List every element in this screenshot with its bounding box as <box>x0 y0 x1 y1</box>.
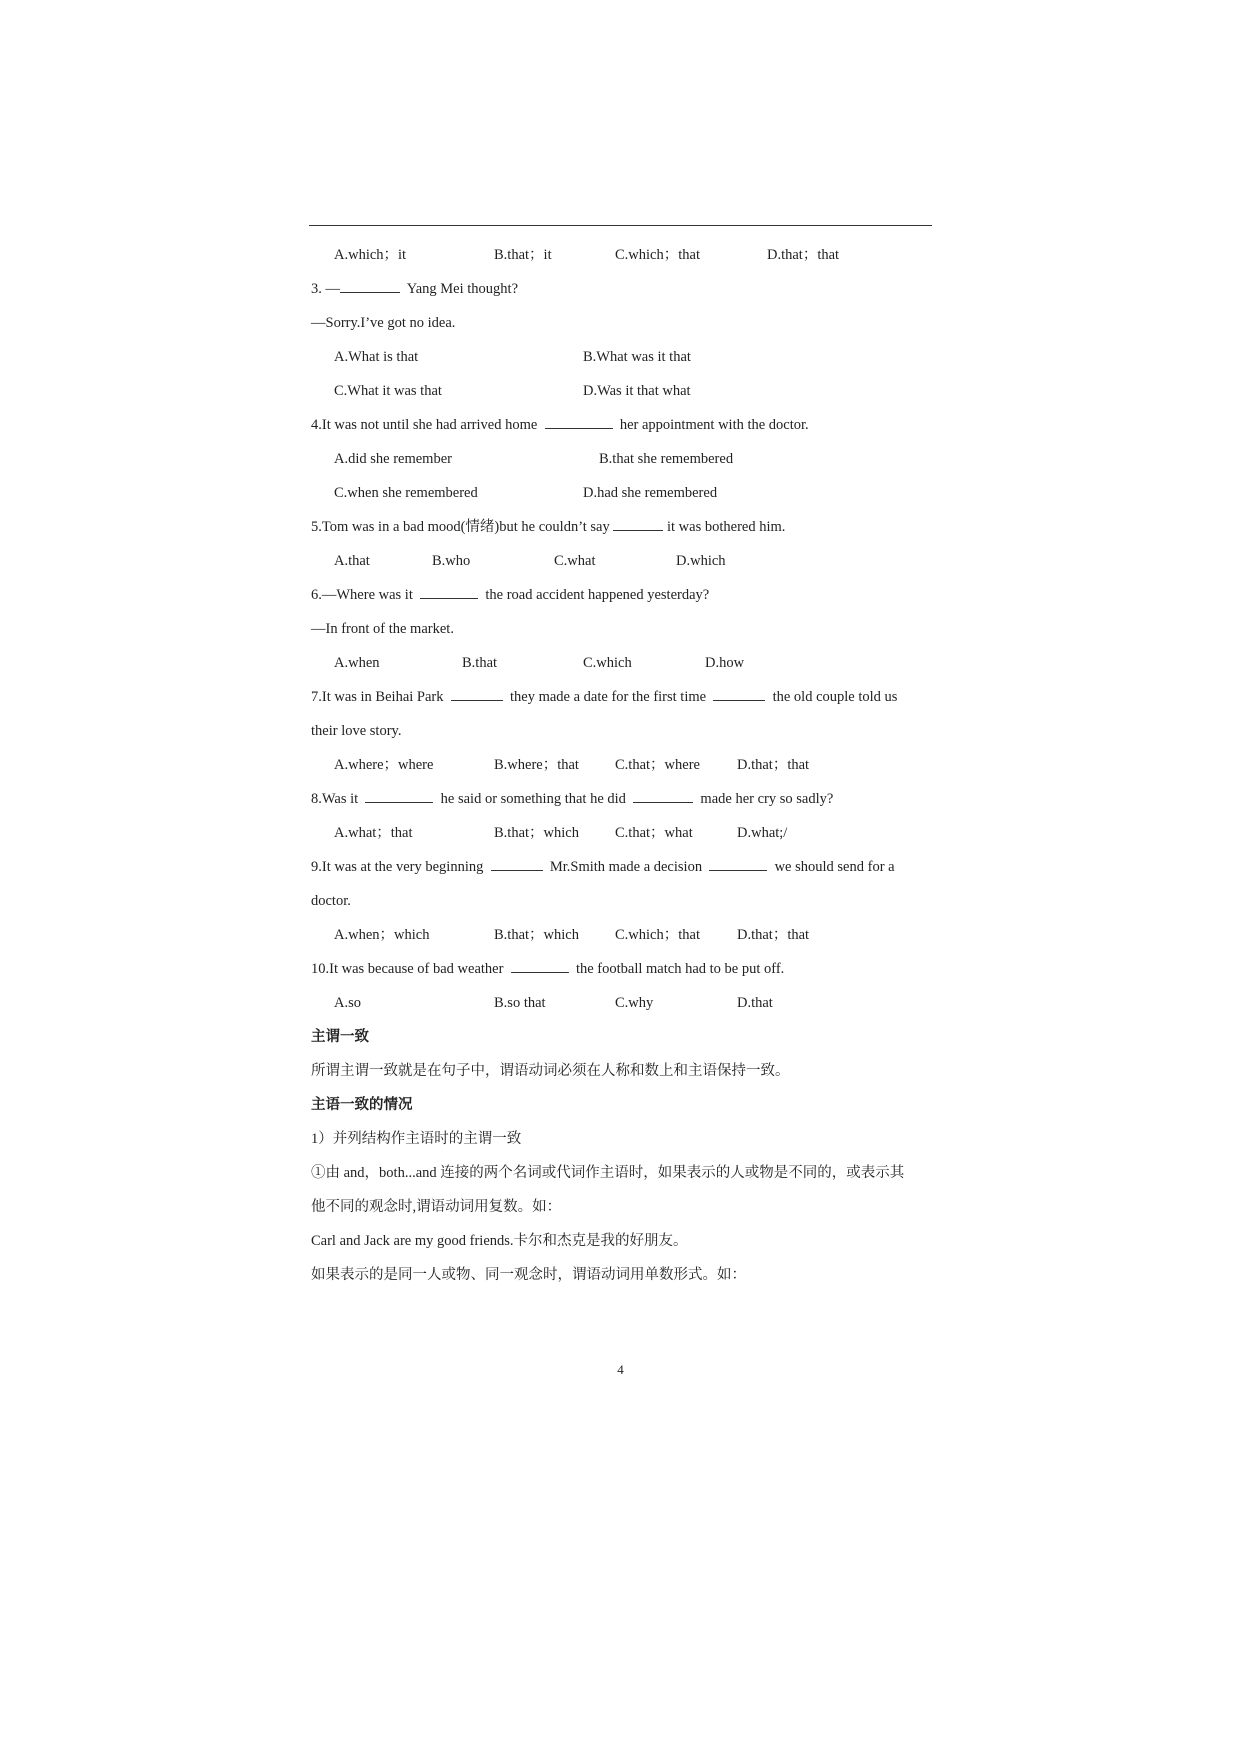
text-segment: their love story. <box>311 723 402 739</box>
answer-option: B.that；it <box>494 247 552 263</box>
answer-option: D.that；that <box>767 247 840 263</box>
answer-option: C.which；that <box>615 247 700 263</box>
text-segment: 7.It was in Beihai Park <box>311 689 451 705</box>
text-segment: 4.It was not until she had arrived home <box>311 417 545 433</box>
answer-options <box>334 347 934 367</box>
answer-option: C.which；that <box>615 927 700 943</box>
answer-option: C.which <box>583 655 632 671</box>
answer-blank <box>709 857 767 871</box>
answer-blank <box>365 789 433 803</box>
text-segment: 6.—Where was it <box>311 587 421 603</box>
text-line <box>311 891 351 911</box>
text-line <box>311 1129 521 1149</box>
answer-options <box>334 925 934 945</box>
text-segment: 如果表示的是同一人或物、同一观念时，谓语动词用单数形式。如： <box>311 1267 746 1283</box>
text-line <box>311 1061 790 1081</box>
text-line <box>311 1231 688 1251</box>
answer-blank <box>491 857 543 871</box>
text-segment: 8.Was it <box>311 791 366 807</box>
text-segment: her appointment with the doctor. <box>612 417 809 433</box>
text-segment: 10.It was because of bad weather <box>311 961 511 977</box>
text-line <box>311 1265 746 1285</box>
answer-option: A.which；it <box>334 247 407 263</box>
answer-option: D.Was it that what <box>583 383 691 399</box>
section-heading <box>311 1027 369 1047</box>
answer-options <box>334 653 934 673</box>
text-line <box>311 857 895 877</box>
text-line <box>311 721 401 741</box>
text-segment: Yang Mei thought? <box>400 281 519 297</box>
text-segment: doctor. <box>311 893 351 909</box>
answer-option: B.that <box>462 655 498 671</box>
answer-option: A.where；where <box>334 757 434 773</box>
answer-options <box>334 245 934 265</box>
answer-blank <box>511 959 569 973</box>
page-number: 4 <box>617 1362 624 1377</box>
answer-blank <box>420 585 478 599</box>
text-segment: Carl and Jack are my good friends.卡尔和杰克是我的好朋友。 <box>311 1233 688 1249</box>
text-segment: 主谓一致 <box>311 1029 369 1045</box>
answer-option: A.when；which <box>334 927 430 943</box>
text-segment: we should send for a <box>767 859 895 875</box>
answer-blank <box>633 789 693 803</box>
section-heading <box>311 1095 413 1115</box>
answer-option: D.had she remembered <box>583 485 718 501</box>
answer-options <box>334 755 934 775</box>
answer-option: C.that；what <box>615 825 693 841</box>
text-line <box>311 789 833 809</box>
answer-option: A.What is that <box>334 349 419 365</box>
text-segment: it was bothered him. <box>663 519 786 535</box>
text-segment: 3. — <box>311 281 340 297</box>
text-line <box>311 959 784 979</box>
text-segment: —Sorry.I’ve got no idea. <box>311 315 456 331</box>
text-segment: 他不同的观念时,谓语动词用复数。如： <box>311 1199 562 1215</box>
text-segment: 9.It was at the very beginning <box>311 859 491 875</box>
answer-options <box>334 993 934 1013</box>
answer-blank <box>613 517 663 531</box>
answer-option: A.that <box>334 553 370 569</box>
answer-option: B.that she remembered <box>599 451 734 467</box>
answer-option: B.that；which <box>494 825 579 841</box>
answer-option: D.which <box>676 553 726 569</box>
answer-options <box>334 823 934 843</box>
text-line <box>311 619 454 639</box>
text-line <box>311 1163 904 1183</box>
text-segment: 1）并列结构作主语时的主谓一致 <box>311 1131 522 1147</box>
answer-option: D.that <box>737 995 773 1011</box>
answer-options <box>334 381 934 401</box>
text-segment: 5.Tom was in a bad mood(情绪)but he couldn’t say <box>311 519 614 535</box>
text-segment: 所谓主谓一致就是在句子中，谓语动词必须在人称和数上和主语保持一致。 <box>311 1063 790 1079</box>
text-line <box>311 585 709 605</box>
answer-options <box>334 449 934 469</box>
answer-option: B.who <box>432 553 471 569</box>
answer-option: C.What it was that <box>334 383 442 399</box>
text-line <box>311 517 785 537</box>
answer-options <box>334 483 934 503</box>
answer-option: A.what；that <box>334 825 413 841</box>
answer-option: A.when <box>334 655 380 671</box>
text-segment: they made a date for the first time <box>502 689 714 705</box>
answer-option: A.so <box>334 995 361 1011</box>
text-segment: ①由 and，both...and 连接的两个名词或代词作主语时，如果表示的人或物是不同的，或表示其 <box>311 1165 905 1181</box>
answer-option: D.how <box>705 655 745 671</box>
answer-option: B.that；which <box>494 927 579 943</box>
answer-option: B.What was it that <box>583 349 691 365</box>
text-segment: 主语一致的情况 <box>311 1097 413 1113</box>
header-rule <box>309 225 932 226</box>
answer-option: D.that；that <box>737 927 810 943</box>
text-line <box>311 1197 561 1217</box>
answer-blank <box>713 687 765 701</box>
text-line <box>311 687 897 707</box>
text-segment: he said or something that he did <box>433 791 634 807</box>
answer-blank <box>340 279 400 293</box>
text-segment: the football match had to be put off. <box>568 961 785 977</box>
text-line <box>311 313 455 333</box>
answer-option: C.when she remembered <box>334 485 478 501</box>
answer-blank <box>451 687 503 701</box>
answer-options <box>334 551 934 571</box>
answer-option: D.what;/ <box>737 825 788 841</box>
answer-blank <box>545 415 613 429</box>
text-line <box>311 279 518 299</box>
text-segment: Mr.Smith made a decision <box>542 859 710 875</box>
answer-option: B.so that <box>494 995 546 1011</box>
answer-option: C.why <box>615 995 654 1011</box>
text-segment: —In front of the market. <box>311 621 454 637</box>
answer-option: C.that；where <box>615 757 700 773</box>
answer-option: D.that；that <box>737 757 810 773</box>
text-line <box>311 415 809 435</box>
answer-option: B.where；that <box>494 757 579 773</box>
text-segment: made her cry so sadly? <box>693 791 834 807</box>
text-segment: the road accident happened yesterday? <box>478 587 710 603</box>
text-segment: the old couple told us <box>765 689 898 705</box>
answer-option: A.did she remember <box>334 451 452 467</box>
answer-option: C.what <box>554 553 596 569</box>
